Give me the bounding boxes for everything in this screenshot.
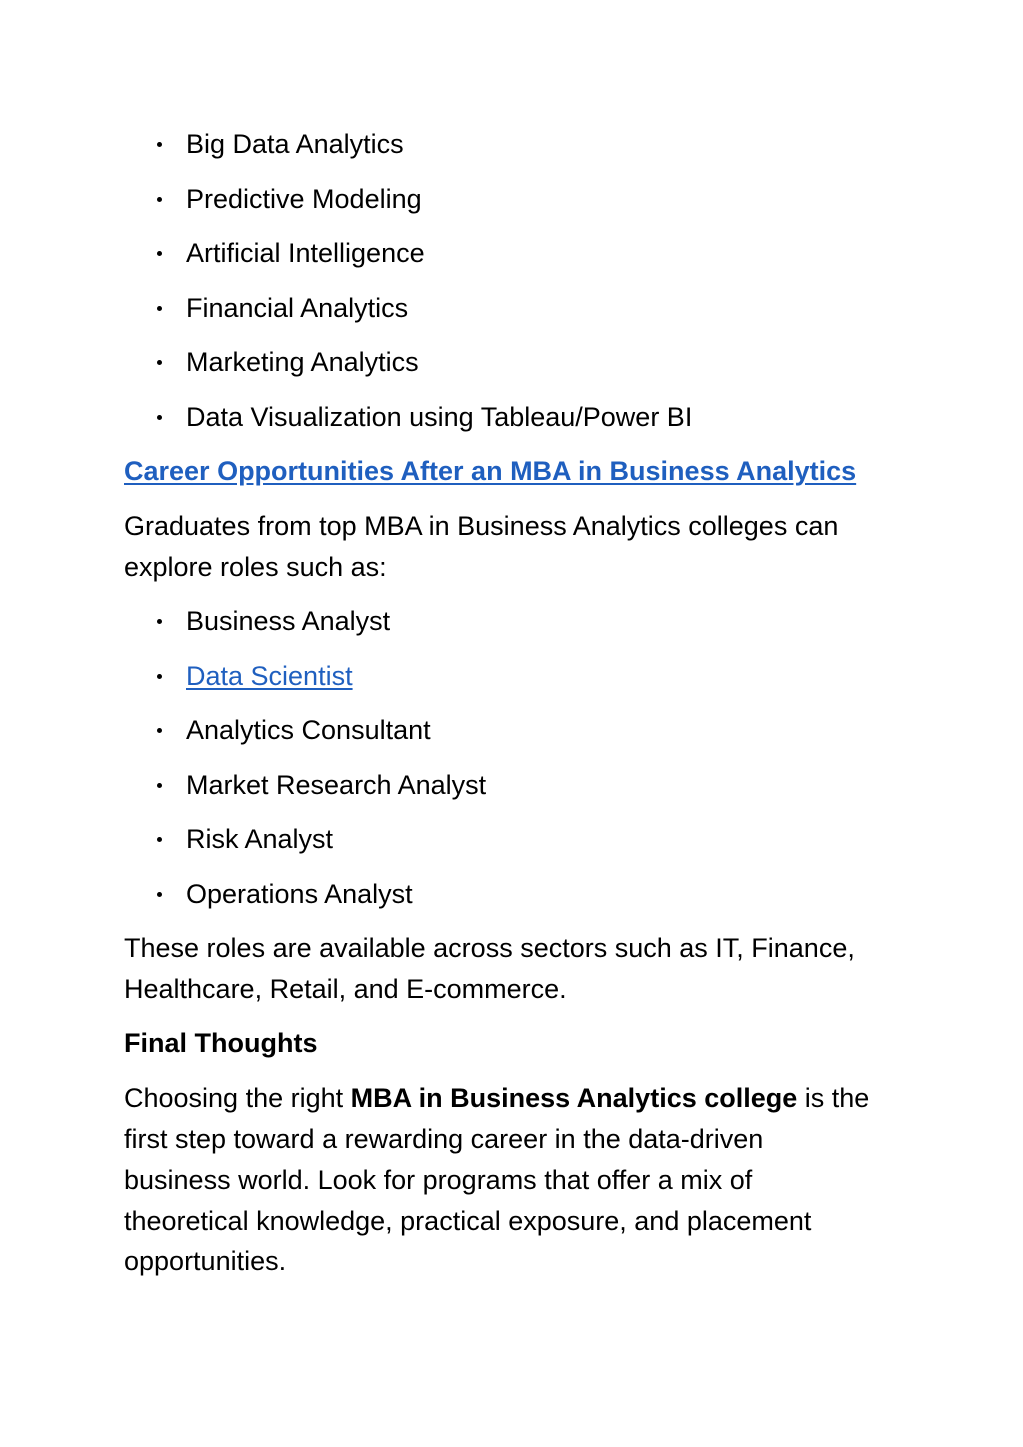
role-item [186, 661, 353, 691]
intro-line-1: Graduates from top MBA in Business Analytics colleges can [124, 511, 839, 541]
bullet-icon [157, 783, 162, 788]
list-item [186, 347, 419, 377]
final-line-1-pre: Choosing the right [124, 1083, 351, 1113]
sectors-line-2: Healthcare, Retail, and E-commerce. [124, 974, 567, 1004]
role-text: Analytics Consultant [186, 715, 431, 745]
role-item [186, 879, 413, 909]
list-item [186, 238, 425, 268]
final-line-3: business world. Look for programs that offer a mix of [124, 1165, 753, 1195]
bullet-icon [157, 837, 162, 842]
career-heading [124, 456, 856, 486]
final-line-4: theoretical knowledge, practical exposure, and placement [124, 1206, 812, 1236]
final-line-1-post: is the [797, 1083, 870, 1113]
sectors-line-1: These roles are available across sectors such as IT, Finance, [124, 933, 855, 963]
intro-line-2: explore roles such as: [124, 552, 387, 582]
bullet-icon [157, 360, 162, 365]
final-line-1-bold: MBA in Business Analytics college [350, 1083, 798, 1113]
role-item [186, 715, 431, 745]
role-item [186, 824, 333, 854]
role-text: Operations Analyst [186, 879, 413, 909]
role-item [186, 770, 486, 800]
list-item-text: Big Data Analytics [186, 129, 404, 159]
bullet-icon [157, 619, 162, 624]
list-item [186, 129, 404, 159]
career-heading-link[interactable]: Career Opportunities After an MBA in Business Analytics [124, 456, 857, 486]
list-item-text: Predictive Modeling [186, 184, 422, 214]
bullet-icon [157, 892, 162, 897]
list-item-text: Data Visualization using Tableau/Power BI [186, 402, 693, 432]
bullet-icon [157, 197, 162, 202]
role-text: Risk Analyst [186, 824, 334, 854]
list-item-text: Marketing Analytics [186, 347, 419, 377]
list-item-text: Financial Analytics [186, 293, 409, 323]
bullet-icon [157, 728, 162, 733]
role-text: Market Research Analyst [186, 770, 487, 800]
bullet-icon [157, 415, 162, 420]
final-line-2: first step toward a rewarding career in the data-driven [124, 1124, 764, 1154]
list-item-text: Artificial Intelligence [186, 238, 425, 268]
role-text: Business Analyst [186, 606, 391, 636]
bullet-icon [157, 674, 162, 679]
final-line-5: opportunities. [124, 1246, 287, 1276]
role-item [186, 606, 390, 636]
final-line-1 [124, 1083, 869, 1113]
list-item [186, 402, 692, 432]
list-item [186, 293, 408, 323]
bullet-icon [157, 142, 162, 147]
final-thoughts-heading: Final Thoughts [124, 1028, 318, 1058]
list-item [186, 184, 422, 214]
data-scientist-link[interactable]: Data Scientist [186, 661, 353, 691]
bullet-icon [157, 251, 162, 256]
bullet-icon [157, 306, 162, 311]
